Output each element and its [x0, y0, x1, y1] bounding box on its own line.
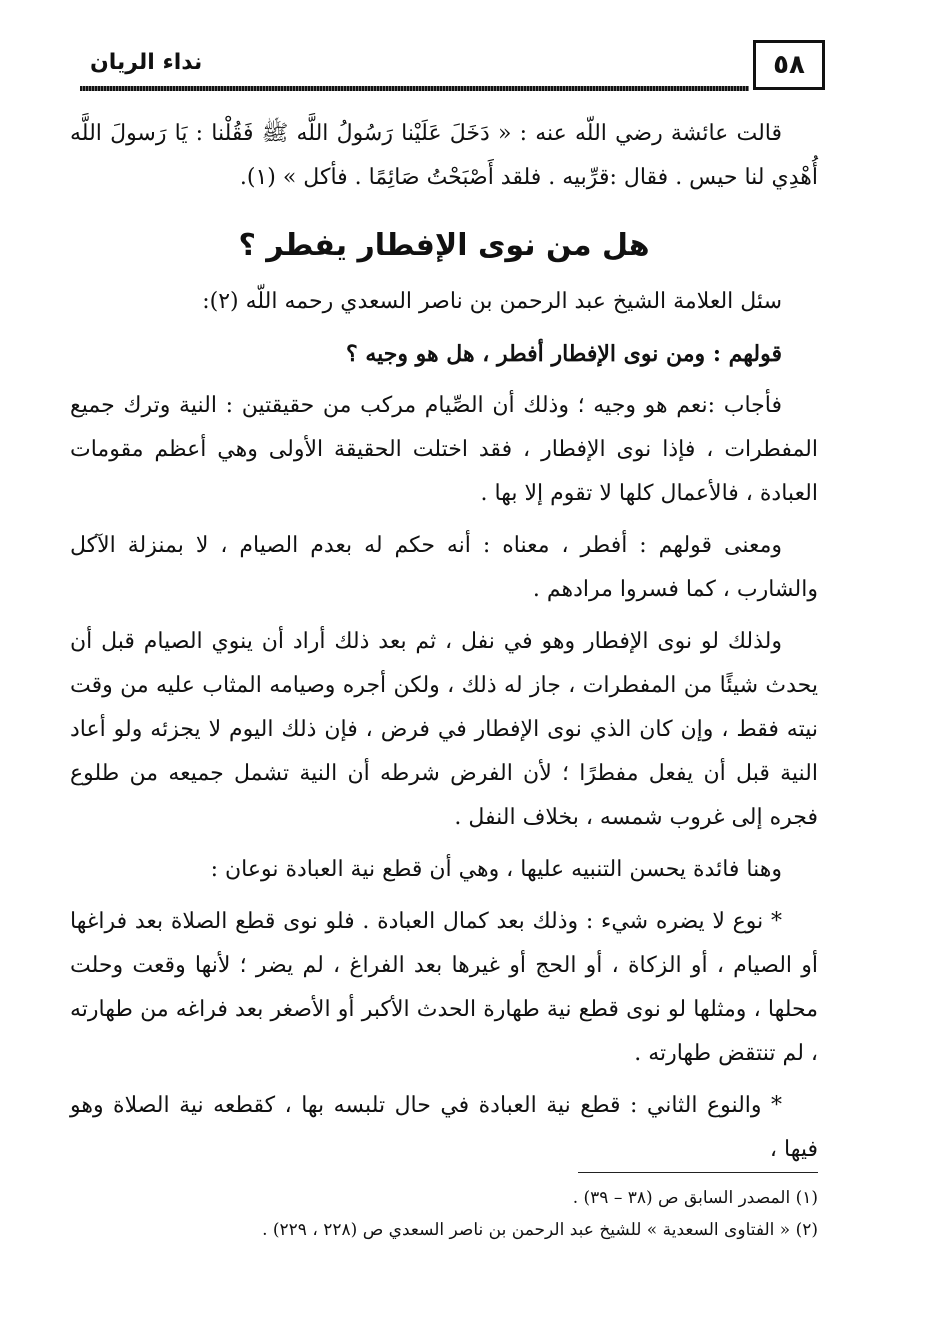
question-paragraph: قولهم : ومن نوى الإفطار أفطر ، هل هو وجيه ؟: [346, 341, 782, 367]
page-body: [70, 112, 818, 1180]
asked-paragraph: سئل العلامة الشيخ عبد الرحمن بن ناصر السعدي رحمه اللّه (٢):: [202, 289, 782, 314]
answer-paragraph: فأجاب :نعم هو وجيه ؛ وذلك أن الصِّيام مركب من حقيقتين : النية وترك جميع المفطرات ، فإذا نوى الإفطار ، فقد اختلت الحقيقة الأولى وهي أعظم مقومات العبادة ، فالأعمال كلها لا تقوم إلا بها .: [70, 393, 818, 506]
meaning-paragraph: ومعنى قولهم : أفطر ، معناه : أنه حكم له بعدم الصيام ، لا بمنزلة الآكل والشارب ، كما فسروا مرادهم .: [70, 533, 818, 602]
intro-line-1: قالت عائشة رضي اللّه عنه : « دَخَلَ عَلَيْنا رَسُولُ اللَّه ﷺ فَقُلْنا : يَا رَسولَ اللَّه أُهْدِي: [70, 121, 818, 190]
page-number: ٥٨: [753, 40, 825, 90]
section-heading: هل من نوى الإفطار يفطر ؟: [238, 228, 650, 263]
page-header: [80, 40, 825, 94]
footnote-2: (٢) « الفتاوى السعدية » للشيخ عبد الرحمن بن ناصر السعدي ص (٢٢٨ ، ٢٢٩) .: [262, 1220, 818, 1240]
footnotes: [120, 1182, 818, 1246]
intro-line-2: لنا حيس . فقال :قرِّبيه . فلقد أَصْبَحْتُ صَائِمًا . فأكل » (١).: [239, 165, 765, 190]
header-rule: [80, 86, 749, 91]
intro-paragraph: [70, 112, 818, 200]
footnote-separator: [578, 1172, 818, 1173]
running-title: نداء الريان: [90, 50, 203, 75]
type-two-paragraph: * والنوع الثاني : قطع نية العبادة في حال تلبسه بها ، كقطعه نية الصلاة وهو فيها ،: [70, 1093, 818, 1162]
footnote-1: (١) المصدر السابق ص (٣٨ – ٣٩) .: [572, 1188, 818, 1208]
type-one-paragraph: * نوع لا يضره شيء : وذلك بعد كمال العبادة . فلو نوى قطع الصلاة بعد فراغها أو الصيام ، أو الزكاة ، أو الحج أو غيرها بعد الفراغ ، لم يضر ؛ لأنها وقعت وحلت محلها ، ومثلها لو نوى قطع نية طهارة الحدث الأكبر أو الأصغر بعد فراغه من طهارته ، لم تنتقض طهارته .: [70, 909, 818, 1066]
benefit-paragraph: وهنا فائدة يحسن التنبيه عليها ، وهي أن قطع نية العبادة نوعان :: [210, 857, 782, 882]
nafl-paragraph: ولذلك لو نوى الإفطار وهو في نفل ، ثم بعد ذلك أراد أن ينوي الصيام قبل أن يحدث شيئًا من المفطرات ، جاز له ذلك ، ولكن أجره وصيامه المثاب عليه من وقت نيته فقط ، وإن كان الذي نوى الإفطار في فرض ، فإن ذلك اليوم لا يجزئه ولو أعاد النية قبل أن يفعل مفطرًا ؛ لأن الفرض شرطه أن النية تشمل جميعه من طلوع فجره إلى غروب شمسه ، بخلاف النفل .: [70, 629, 818, 830]
